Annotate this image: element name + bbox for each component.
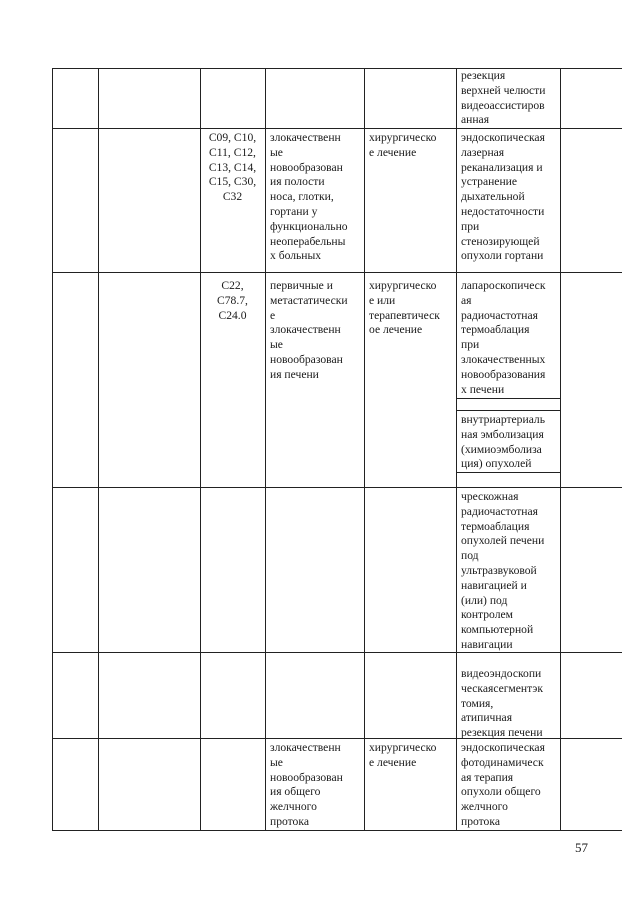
column-border (52, 68, 53, 830)
disease-cell: первичные и метастатически е злокачественн ые новообразован ия печени (270, 279, 348, 381)
treatment-cell: хирургическо е или терапевтическ ое лечение (369, 279, 440, 337)
page-number: 57 (575, 840, 588, 855)
row-border (52, 830, 622, 831)
row-border (52, 272, 622, 273)
method-cell: видеоэндоскопи ческаясегментэк томия, атипичная резекция печени (461, 667, 544, 740)
method-cell: эндоскопическая лазерная реканализация и устранение дыхательной недостаточности при стенозирующей опухоли гортани (461, 131, 545, 263)
column-border (265, 68, 266, 830)
row-border (456, 398, 560, 399)
disease-cell: злокачественн ые новообразован ия общего желчного протока (270, 741, 343, 828)
column-border (560, 68, 561, 830)
row-border (456, 410, 560, 411)
icd-code-cell: C22, C78.7, C24.0 (217, 279, 248, 322)
method-cell: эндоскопическая фотодинамическ ая терапия опухоли общего желчного протока (461, 741, 545, 828)
row-border (52, 487, 622, 488)
disease-cell: злокачественн ые новообразован ия полости носa, глотки, гортани у функционально неоперабельны х больных (270, 131, 348, 263)
method-cell: внутриартериаль ная эмболизация (химиоэмболиза ция) опухолей (461, 413, 546, 471)
column-border (364, 68, 365, 830)
column-border (456, 68, 457, 830)
method-cell: резекция верхней челюсти видеоассистиров анная (461, 69, 546, 127)
icd-code-cell: C09, C10, C11, C12, C13, C14, C15, C30, C32 (208, 131, 257, 204)
treatment-cell: хирургическо е лечение (369, 131, 437, 159)
method-cell: лапароскопическ ая радиочастотная термоаблация при злокачественных новообразования х печени (461, 279, 546, 396)
column-border (98, 68, 99, 830)
method-cell: чрескожная радиочастотная термоаблация опухолей печени под ультразвуковой навигацией и (или) под контролем компьютерной навигации (461, 490, 545, 651)
treatment-cell: хирургическо е лечение (369, 741, 437, 769)
